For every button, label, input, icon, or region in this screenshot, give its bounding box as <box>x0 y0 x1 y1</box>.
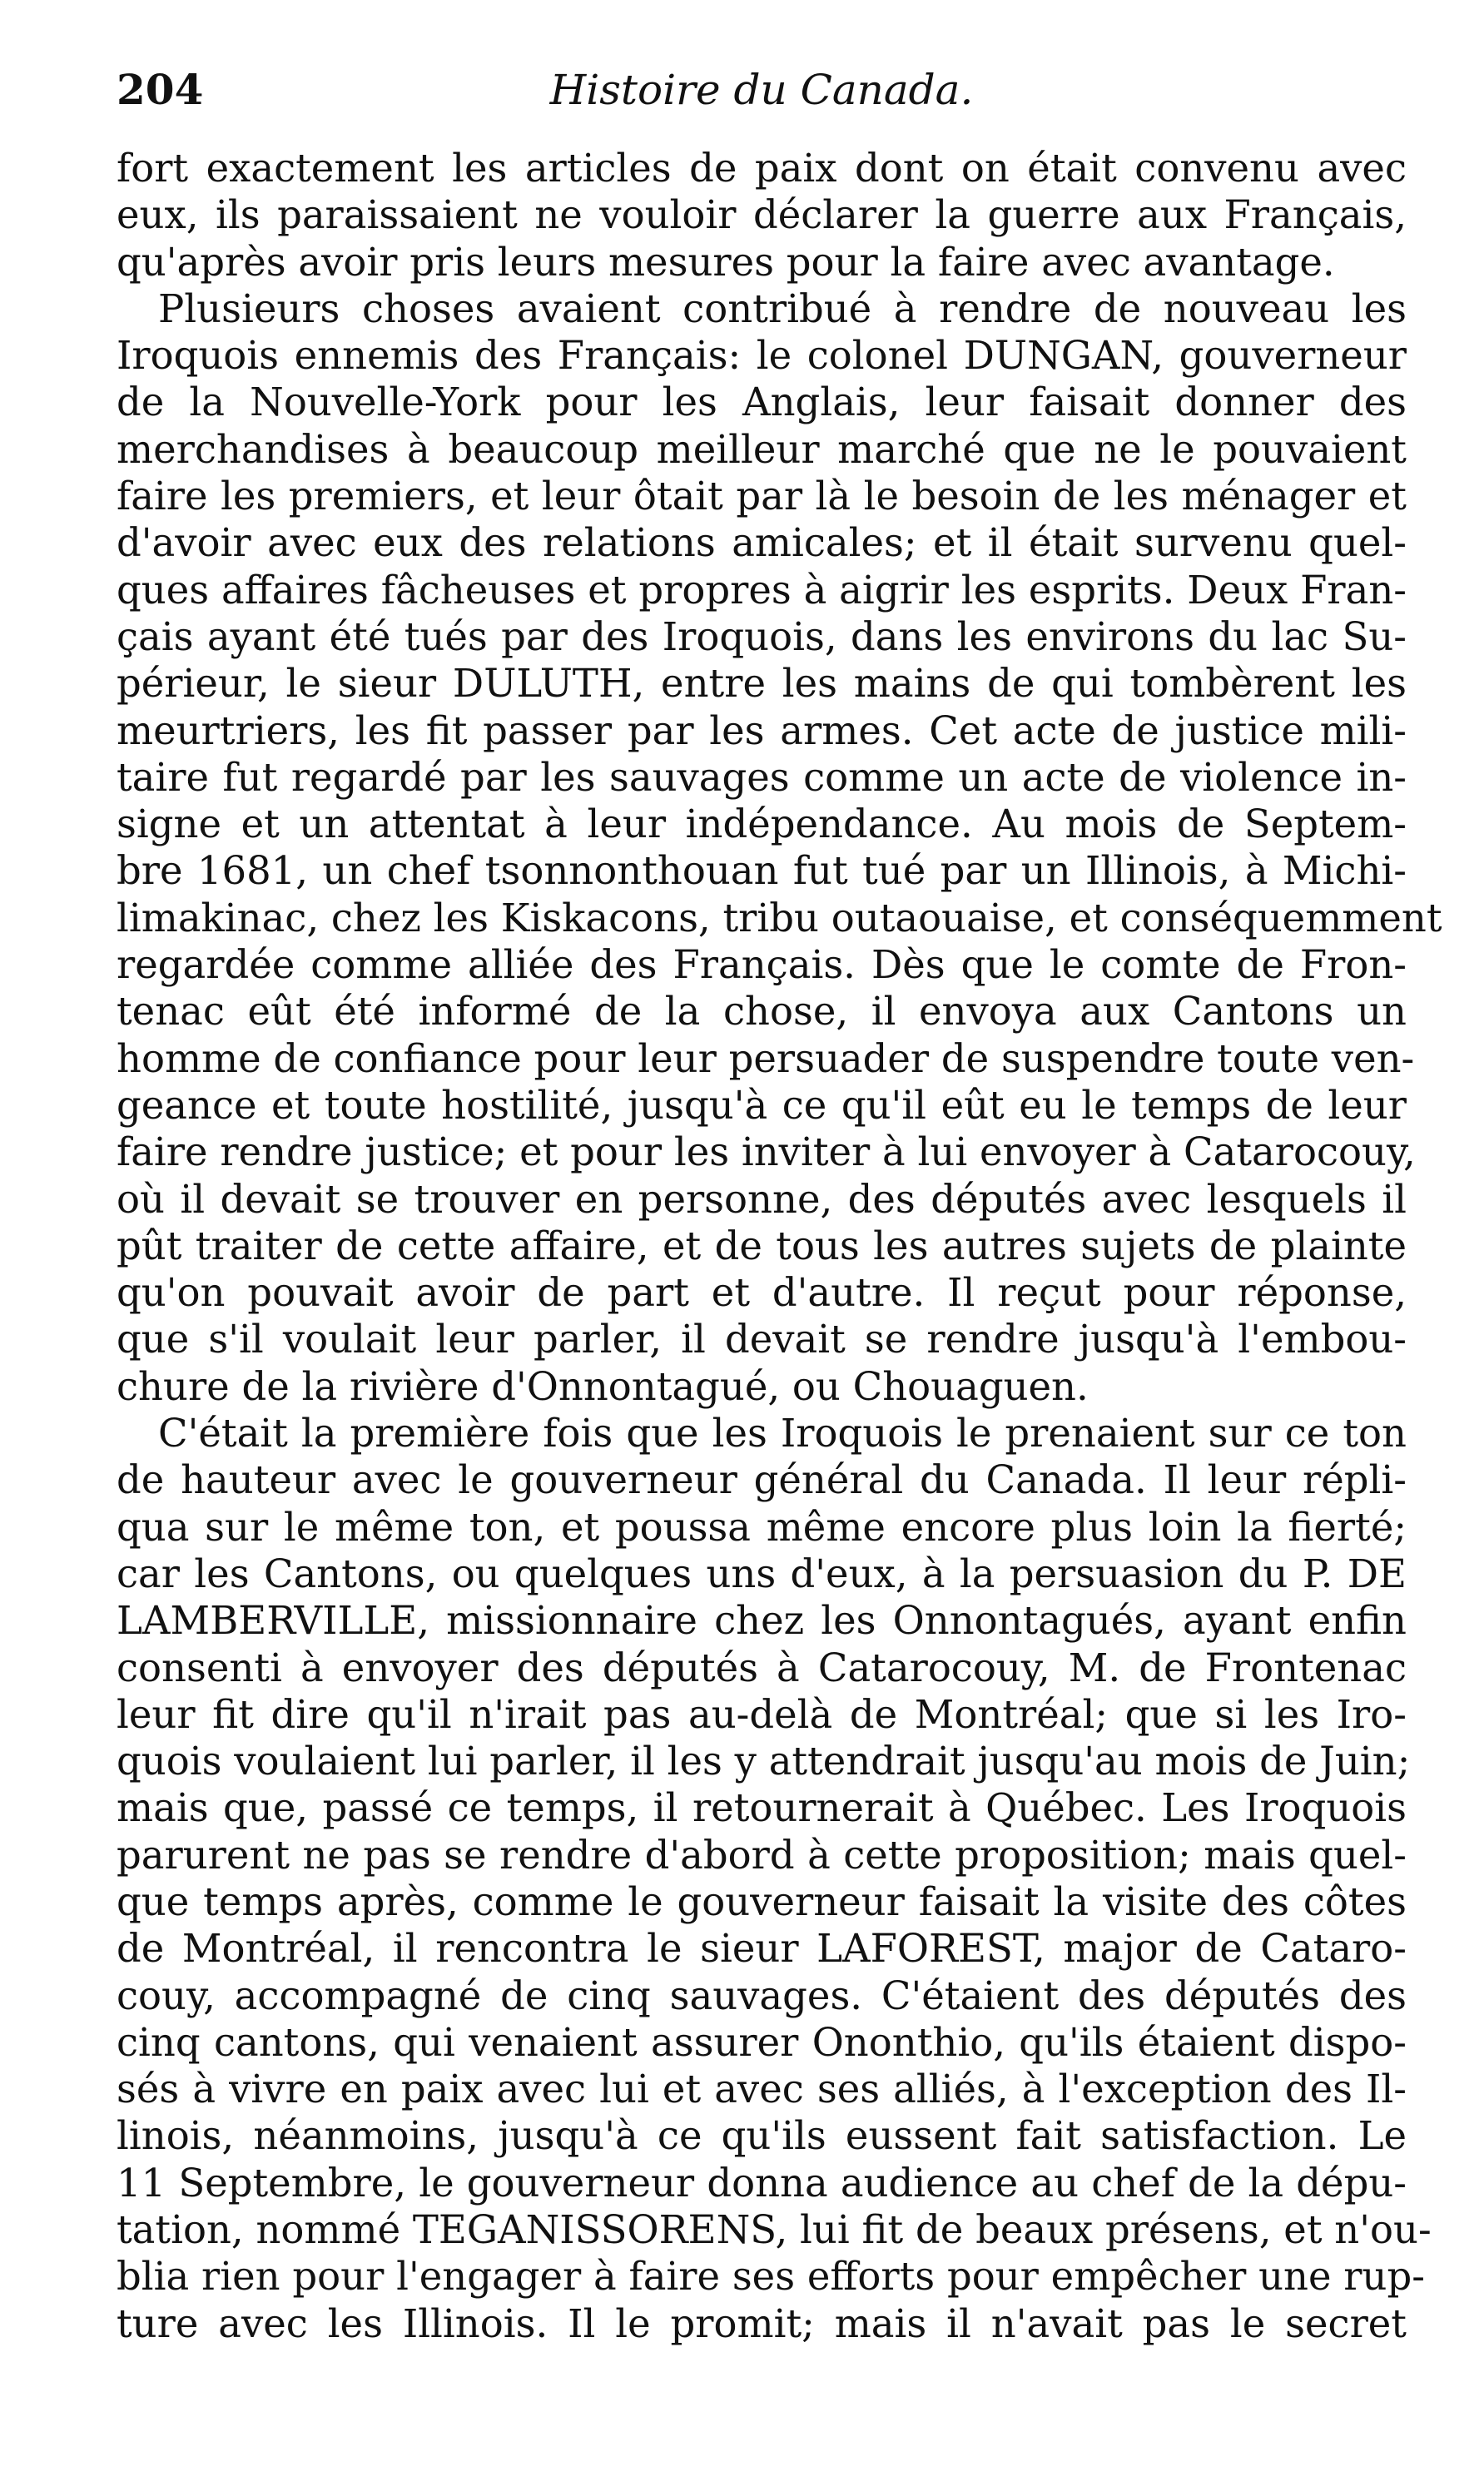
text-line: fort exactement les articles de paix dont on était convenu avec <box>117 146 1407 191</box>
text-line: regardée comme alliée des Français. Dès que le comte de Fron- <box>117 942 1407 988</box>
text-line: geance et toute hostilité, jusqu'à ce qu'il eût eu le temps de leur <box>117 1082 1407 1128</box>
text-line: que s'il voulait leur parler, il devait se rendre jusqu'à l'embou- <box>117 1317 1407 1362</box>
text-line: qua sur le même ton, et poussa même encore plus loin la fierté; <box>117 1504 1407 1550</box>
text-line: bre 1681, un chef tsonnonthouan fut tué par un Illinois, à Michi- <box>117 848 1407 894</box>
text-line: chure de la rivière d'Onnontagué, ou Chouaguen. <box>117 1363 1089 1409</box>
text-line: périeur, le sieur DULUTH, entre les mains de qui tombèrent les <box>117 661 1407 707</box>
text-line: Plusieurs choses avaient contribué à rendre de nouveau les <box>158 285 1407 331</box>
text-line: linois, néanmoins, jusqu'à ce qu'ils eussent fait satisfaction. Le <box>117 2113 1407 2159</box>
text-line: homme de confiance pour leur persuader de suspendre toute ven- <box>117 1035 1415 1081</box>
text-line: çais ayant été tués par des Iroquois, dans les environs du lac Su- <box>117 613 1407 659</box>
text-line: consenti à envoyer des députés à Catarocouy, M. de Frontenac <box>117 1645 1407 1690</box>
text-line: Iroquois ennemis des Français: le colonel DUNGAN, gouverneur <box>117 333 1407 379</box>
text-line: merchandises à beaucoup meilleur marché que ne le pouvaient <box>117 426 1407 472</box>
text-line: que temps après, comme le gouverneur faisait la visite des côtes <box>117 1878 1407 1924</box>
text-line: où il devait se trouver en personne, des députés avec lesquels il <box>117 1176 1407 1222</box>
text-line: couy, accompagné de cinq sauvages. C'étaient des députés des <box>117 1972 1407 2018</box>
text-line: car les Cantons, ou quelques uns d'eux, à la persuasion du P. DE <box>117 1551 1407 1596</box>
text-line: quois voulaient lui parler, il les y attendrait jusqu'au mois de Juin; <box>117 1739 1411 1784</box>
running-title: Histoire du Canada. <box>549 66 974 114</box>
text-line: cinq cantons, qui venaient assurer Ononthio, qu'ils étaient dispo- <box>117 2019 1407 2065</box>
text-line: sés à vivre en paix avec lui et avec ses alliés, à l'exception des Il- <box>117 2067 1407 2112</box>
page-header <box>117 58 1407 122</box>
text-line: C'était la première fois que les Iroquois le prenaient sur ce ton <box>158 1411 1407 1456</box>
text-line: ques affaires fâcheuses et propres à aigrir les esprits. Deux Fran- <box>117 567 1407 613</box>
text-line: signe et un attentat à leur indépendance. Au mois de Septem- <box>117 801 1407 847</box>
book-page <box>117 58 1442 2439</box>
paragraph <box>117 1410 1432 2347</box>
text-line: leur fit dire qu'il n'irait pas au-delà de Montréal; que si les Iro- <box>117 1691 1407 1737</box>
text-line: tation, nommé TEGANISSORENS, lui fit de beaux présens, et n'ou- <box>117 2207 1432 2253</box>
text-line: tenac eût été informé de la chose, il envoya aux Cantons un <box>117 989 1407 1035</box>
paragraph <box>117 285 1442 1410</box>
text-line: d'avoir avec eux des relations amicales; et il était survenu quel- <box>117 520 1407 566</box>
text-line: faire les premiers, et leur ôtait par là le besoin de les ménager et <box>117 474 1407 519</box>
text-line: blia rien pour l'engager à faire ses efforts pour empêcher une rup- <box>117 2254 1425 2300</box>
text-line: eux, ils paraissaient ne vouloir déclarer la guerre aux Français, <box>117 192 1407 238</box>
text-line: ture avec les Illinois. Il le promit; mais il n'avait pas le secret <box>117 2300 1407 2346</box>
text-line: faire rendre justice; et pour les inviter à lui envoyer à Catarocouy, <box>117 1129 1416 1175</box>
text-line: LAMBERVILLE, missionnaire chez les Onnontagués, ayant enfin <box>117 1598 1407 1644</box>
body-text <box>117 145 1442 2347</box>
paragraph <box>117 145 1407 285</box>
text-line: de la Nouvelle-York pour les Anglais, leur faisait donner des <box>117 380 1407 425</box>
text-line: meurtriers, les fit passer par les armes. Cet acte de justice mili- <box>117 707 1407 753</box>
text-line: de Montréal, il rencontra le sieur LAFOREST, major de Cataro- <box>117 1926 1407 1972</box>
page-number: 204 <box>117 65 204 114</box>
text-line: limakinac, chez les Kiskacons, tribu outaouaise, et conséquemment <box>117 895 1442 940</box>
text-line: de hauteur avec le gouverneur général du Canada. Il leur répli- <box>117 1457 1407 1503</box>
text-line: qu'on pouvait avoir de part et d'autre. Il reçut pour réponse, <box>117 1270 1407 1316</box>
text-line: mais que, passé ce temps, il retournerait à Québec. Les Iroquois <box>117 1785 1407 1831</box>
text-line: taire fut regardé par les sauvages comme un acte de violence in- <box>117 754 1407 800</box>
text-line: pût traiter de cette affaire, et de tous les autres sujets de plainte <box>117 1223 1407 1268</box>
text-line: parurent ne pas se rendre d'abord à cette proposition; mais quel- <box>117 1832 1407 1878</box>
text-line: qu'après avoir pris leurs mesures pour la faire avec avantage. <box>117 239 1335 285</box>
text-line: 11 Septembre, le gouverneur donna audience au chef de la dépu- <box>117 2160 1407 2206</box>
